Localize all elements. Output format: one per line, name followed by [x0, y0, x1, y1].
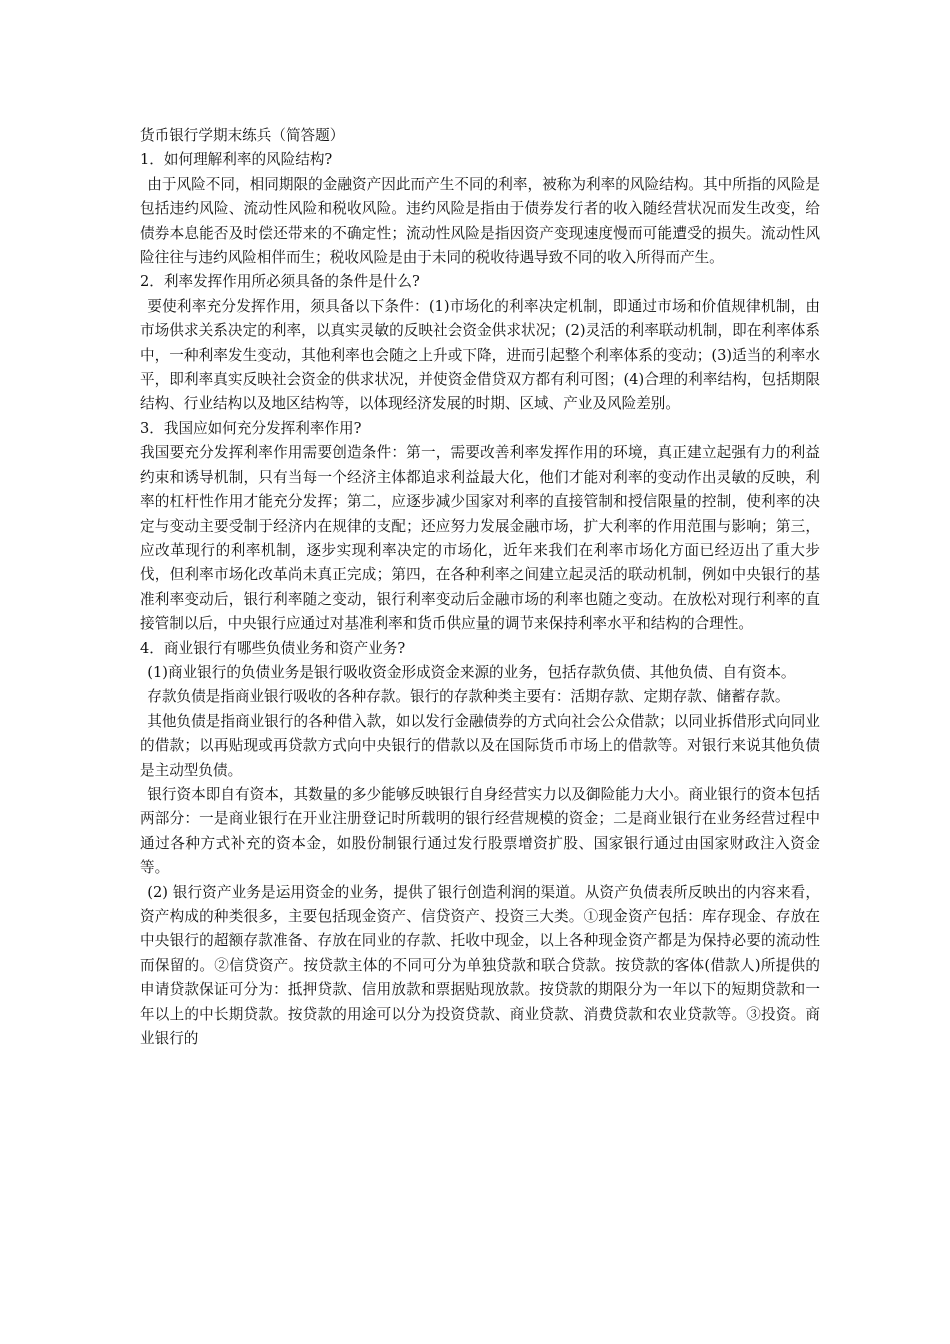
answer-4-paragraph-5: (2) 银行资产业务是运用资金的业务，提供了银行创造利润的渠道。从资产负债表所反映出的内容来看，资产构成的种类很多，主要包括现金资产、信贷资产、投资三大类。①现金资产包括：库存现金、存放在中央银行的超额存款准备、存放在同业的存款、托收中现金，以上各种现金资产都是为保持必要的流动性而保留的。②信贷资产。按贷款主体的不同可分为单独贷款和联合贷款。按贷款的客体(借款人)所提供的申请贷款保证可分为：抵押贷款、信用放款和票据贴现放款。按贷款的期限分为一年以下的短期贷款和一年以上的中长期贷款。按贷款的用途可以分为投资贷款、商业贷款、消费贷款和农业贷款等。③投资。商业银行的: [140, 883, 820, 1048]
question-1: 1．如何理解利率的风险结构?: [140, 151, 333, 169]
question-2: 2．利率发挥作用所必须具备的条件是什么?: [140, 273, 420, 291]
answer-4-paragraph-1: (1)商业银行的负债业务是银行吸收资金形成资金来源的业务，包括存款负债、其他负债、自有资本。: [147, 663, 796, 681]
question-4: 4．商业银行有哪些负债业务和资产业务?: [140, 639, 406, 657]
answer-4-paragraph-2: 存款负债是指商业银行吸收的各种存款。银行的存款种类主要有：活期存款、定期存款、储蓄存款。: [147, 688, 790, 706]
answer-1: 由于风险不同，相同期限的金融资产因此而产生不同的利率，被称为利率的风险结构。其中所指的风险是包括违约风险、流动性风险和税收风险。违约风险是指由于债券发行者的收入随经营状况而发生改变，给债券本息能否及时偿还带来的不确定性；流动性风险是指因资产变现速度慢而可能遭受的损失。流动性风险往往与违约风险相伴而生；税收风险是由于未同的税收待遇导致不同的收入所得而产生。: [140, 175, 820, 267]
answer-2: 要使利率充分发挥作用，须具备以下条件：(1)市场化的利率决定机制，即通过市场和价值规律机制，由市场供求关系决定的利率，以真实灵敏的反映社会资金供求状况；(2)灵活的利率联动机制，即在利率体系中，一种利率发生变动，其他利率也会随之上升或下降，进而引起整个利率体系的变动；(3)适当的利率水平，即利率真实反映社会资金的供求状况，并使资金借贷双方都有利可图；(4)合理的利率结构，包括期限结构、行业结构以及地区结构等，以体现经济发展的时期、区域、产业及风险差别。: [140, 297, 820, 413]
document-body: [140, 124, 820, 1051]
document-title: 货币银行学期末练兵（简答题）: [140, 127, 345, 144]
answer-4-paragraph-4: 银行资本即自有资本，其数量的多少能够反映银行自身经营实力以及御险能力大小。商业银行的资本包括两部分：一是商业银行在开业注册登记时所载明的银行经营规模的资金；二是商业银行在业务经营过程中通过各种方式补充的资本金，如股份制银行通过发行股票增资扩股、国家银行通过由国家财政注入资金等。: [140, 785, 820, 877]
answer-4-paragraph-3: 其他负债是指商业银行的各种借入款，如以发行金融债券的方式向社会公众借款；以同业拆借形式向同业的借款；以再贴现或再贷款方式向中央银行的借款以及在国际货币市场上的借款等。对银行来说其他负债是主动型负债。: [140, 712, 820, 779]
question-3: 3．我国应如何充分发挥利率作用?: [140, 419, 362, 437]
answer-3: 我国要充分发挥利率作用需要创造条件：第一，需要改善利率发挥作用的环境，真正建立起强有力的利益约束和诱导机制，只有当每一个经济主体都追求利益最大化，他们才能对利率的变动作出灵敏的反映，利率的杠杆性作用才能充分发挥；第二，应逐步减少国家对利率的直接管制和授信限量的控制，使利率的决定与变动主要受制于经济内在规律的支配；还应努力发展金融市场，扩大利率的作用范围与影响；第三，应改革现行的利率机制，逐步实现利率决定的市场化，近年来我们在利率市场化方面已经迈出了重大步伐，但利率市场化改革尚未真正完成；第四，在各种利率之间建立起灵活的联动机制，例如中央银行的基准利率变动后，银行利率随之变动，银行利率变动后金融市场的利率也随之变动。在放松对现行利率的直接管制以后，中央银行应通过对基准利率和货币供应量的调节来保持利率水平和结构的合理性。: [140, 444, 820, 633]
